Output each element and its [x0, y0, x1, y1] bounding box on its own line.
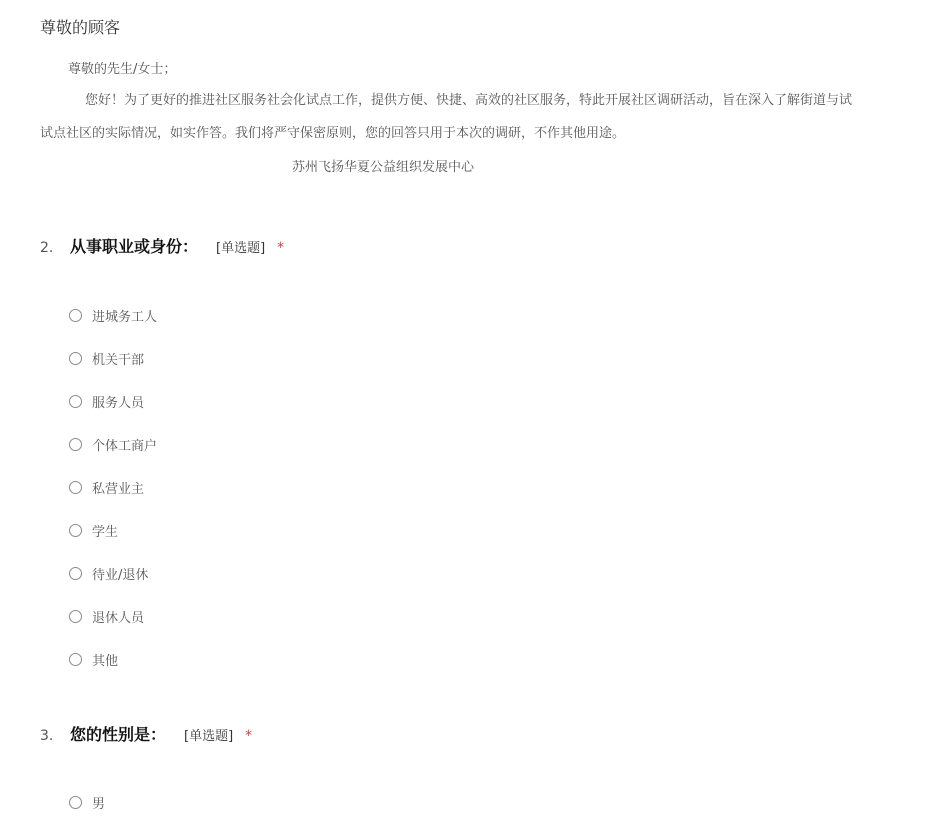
- radio-option[interactable]: [69, 595, 157, 638]
- option-label: 待业/退休: [92, 568, 149, 583]
- question-type-label: [单选题]: [216, 241, 266, 256]
- option-list: [69, 781, 105, 824]
- radio-option[interactable]: [69, 781, 105, 824]
- radio-option[interactable]: [69, 380, 157, 423]
- radio-button[interactable]: [69, 653, 82, 666]
- option-label: 个体工商户: [92, 439, 158, 454]
- required-marker: *: [277, 240, 285, 256]
- organization-signature: 苏州飞扬华夏公益组织发展中心: [292, 160, 475, 175]
- option-label: 其他: [92, 654, 119, 669]
- option-label: 学生: [92, 525, 119, 540]
- question-title: 从事职业或身份：: [70, 237, 199, 256]
- radio-option[interactable]: [69, 466, 157, 509]
- option-label: 服务人员: [92, 396, 145, 411]
- question-number: 3.: [40, 728, 54, 744]
- intro-line: 试点社区的实际情况，如实作答。我们将严守保密原则，您的回答只用于本次的调研，不作其他用途。: [40, 126, 626, 141]
- radio-button[interactable]: [69, 567, 82, 580]
- radio-option[interactable]: [69, 638, 157, 681]
- radio-option[interactable]: [69, 294, 157, 337]
- radio-button[interactable]: [69, 796, 82, 809]
- question-type-label: [单选题]: [184, 729, 234, 744]
- radio-button[interactable]: [69, 309, 82, 322]
- radio-option[interactable]: [69, 509, 157, 552]
- radio-option[interactable]: [69, 552, 157, 595]
- greeting-text: 尊敬的先生/女士；: [68, 62, 177, 77]
- option-label: 进城务工人: [92, 310, 158, 325]
- question-header: [40, 722, 252, 745]
- radio-button[interactable]: [69, 610, 82, 623]
- radio-button[interactable]: [69, 352, 82, 365]
- question-title: 您的性别是：: [70, 725, 167, 744]
- radio-button[interactable]: [69, 481, 82, 494]
- survey-title: 尊敬的顾客: [40, 18, 121, 37]
- required-marker: *: [245, 728, 253, 744]
- option-label: 机关干部: [92, 353, 145, 368]
- option-list: [69, 294, 157, 681]
- option-label: 私营业主: [92, 482, 145, 497]
- radio-option[interactable]: [69, 423, 157, 466]
- question-number: 2.: [40, 240, 54, 256]
- option-label: 男: [92, 797, 106, 812]
- intro-line: 您好！为了更好的推进社区服务社会化试点工作，提供方便、快捷、高效的社区服务，特此开展社区调研活动，旨在深入了解街道与试: [85, 93, 853, 108]
- radio-option[interactable]: [69, 337, 157, 380]
- radio-button[interactable]: [69, 438, 82, 451]
- option-label: 退休人员: [92, 611, 145, 626]
- intro-paragraph: [40, 84, 940, 150]
- radio-button[interactable]: [69, 524, 82, 537]
- question-header: [40, 234, 284, 257]
- radio-button[interactable]: [69, 395, 82, 408]
